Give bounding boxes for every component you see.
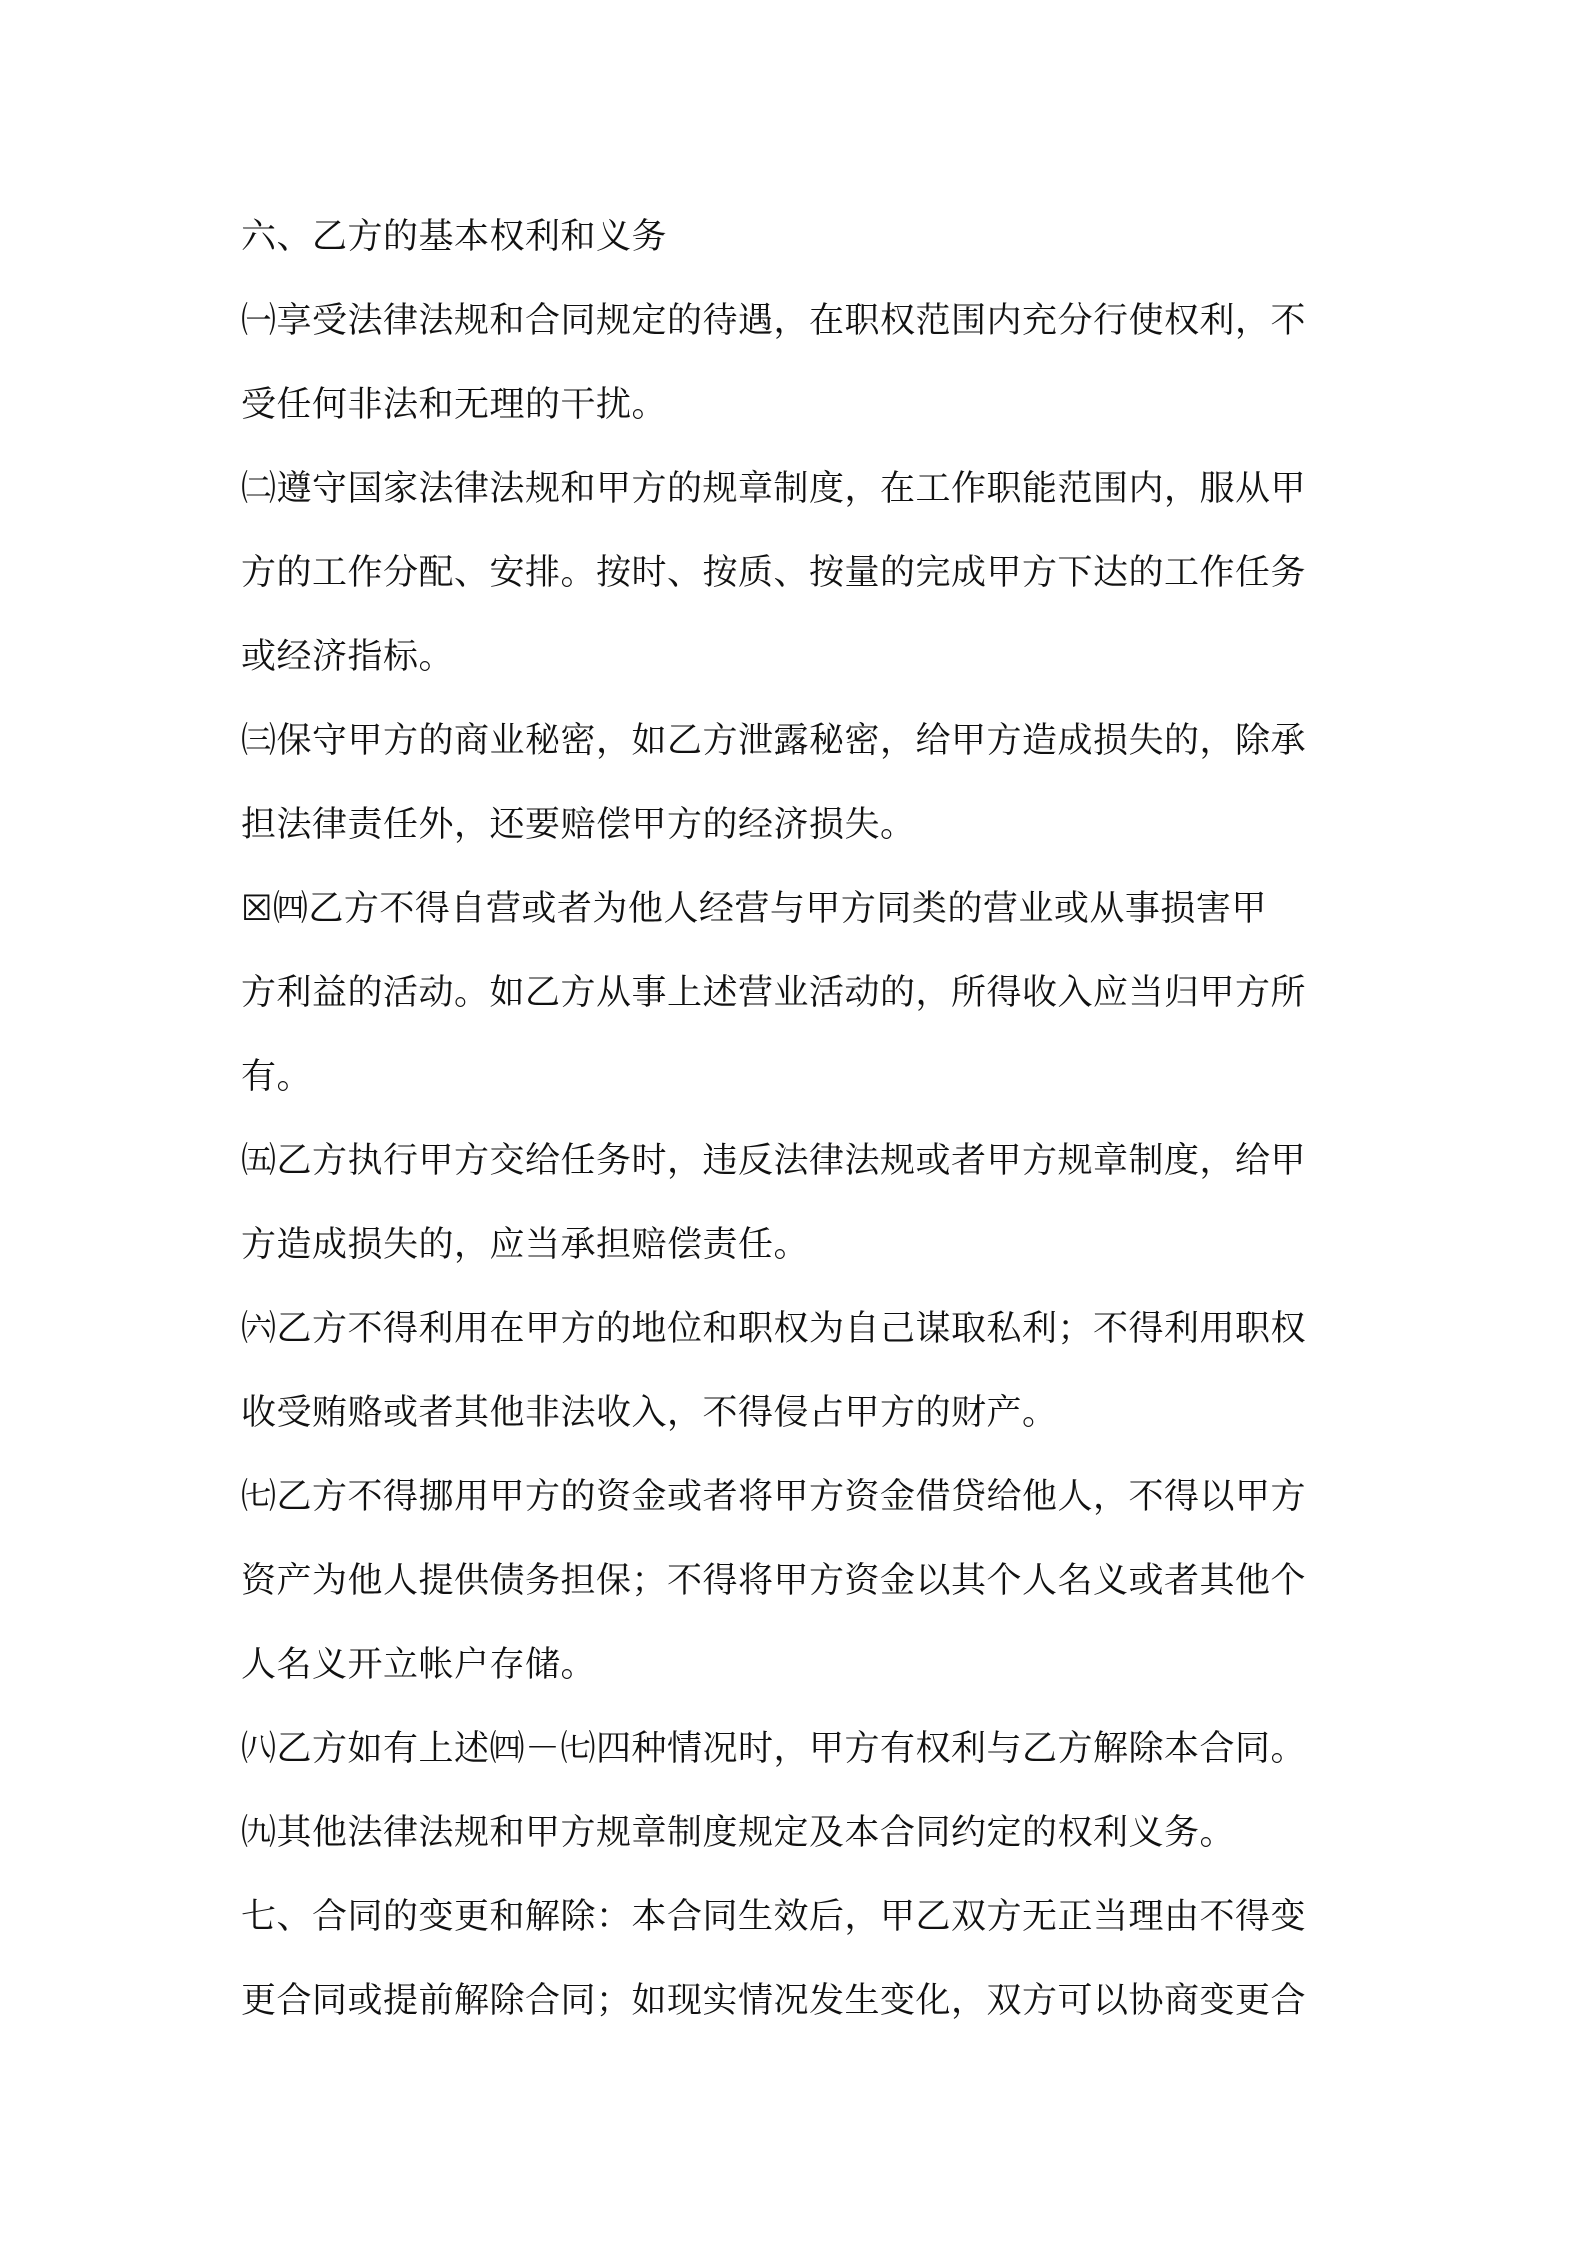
- text-line: 受任何非法和无理的干扰。: [241, 385, 668, 425]
- text-line: 人名义开立帐户存储。: [241, 1645, 597, 1685]
- text-line: 有。: [241, 1057, 313, 1097]
- text-line: ㈠享受法律法规和合同规定的待遇，在职权范围内充分行使权利，不: [241, 301, 1307, 341]
- text-line: ㈧乙方如有上述㈣－㈦四种情况时，甲方有权利与乙方解除本合同。: [241, 1729, 1307, 1769]
- contract-text: [241, 195, 1361, 2043]
- text-line: 方的工作分配、安排。按时、按质、按量的完成甲方下达的工作任务: [241, 553, 1307, 593]
- text-line: 方造成损失的，应当承担赔偿责任。: [241, 1225, 810, 1265]
- text-line: 或经济指标。: [241, 637, 455, 677]
- section-heading: 六、乙方的基本权利和义务: [241, 217, 668, 257]
- text-line: ㈥乙方不得利用在甲方的地位和职权为自己谋取私利；不得利用职权: [241, 1309, 1307, 1349]
- text-line: ㈨其他法律法规和甲方规章制度规定及本合同约定的权利义务。: [241, 1813, 1236, 1853]
- text-line: 资产为他人提供债务担保；不得将甲方资金以其个人名义或者其他个: [241, 1561, 1307, 1601]
- text-line: 收受贿赂或者其他非法收入，不得侵占甲方的财产。: [241, 1393, 1058, 1433]
- text-line: 担法律责任外，还要赔偿甲方的经济损失。: [241, 805, 916, 845]
- text-line: 更合同或提前解除合同；如现实情况发生变化，双方可以协商变更合: [241, 1981, 1307, 2021]
- text-line: ☒㈣乙方不得自营或者为他人经营与甲方同类的营业或从事损害甲: [241, 889, 1267, 929]
- text-line: ㈢保守甲方的商业秘密，如乙方泄露秘密，给甲方造成损失的，除承: [241, 721, 1307, 761]
- text-line: ㈤乙方执行甲方交给任务时，违反法律法规或者甲方规章制度，给甲: [241, 1141, 1307, 1181]
- section-heading: 七、合同的变更和解除：本合同生效后，甲乙双方无正当理由不得变: [241, 1897, 1307, 1937]
- text-line: ㈦乙方不得挪用甲方的资金或者将甲方资金借贷给他人，不得以甲方: [241, 1477, 1307, 1517]
- text-line: ㈡遵守国家法律法规和甲方的规章制度，在工作职能范围内，服从甲: [241, 469, 1307, 509]
- text-line: 方利益的活动。如乙方从事上述营业活动的，所得收入应当归甲方所: [241, 973, 1307, 1013]
